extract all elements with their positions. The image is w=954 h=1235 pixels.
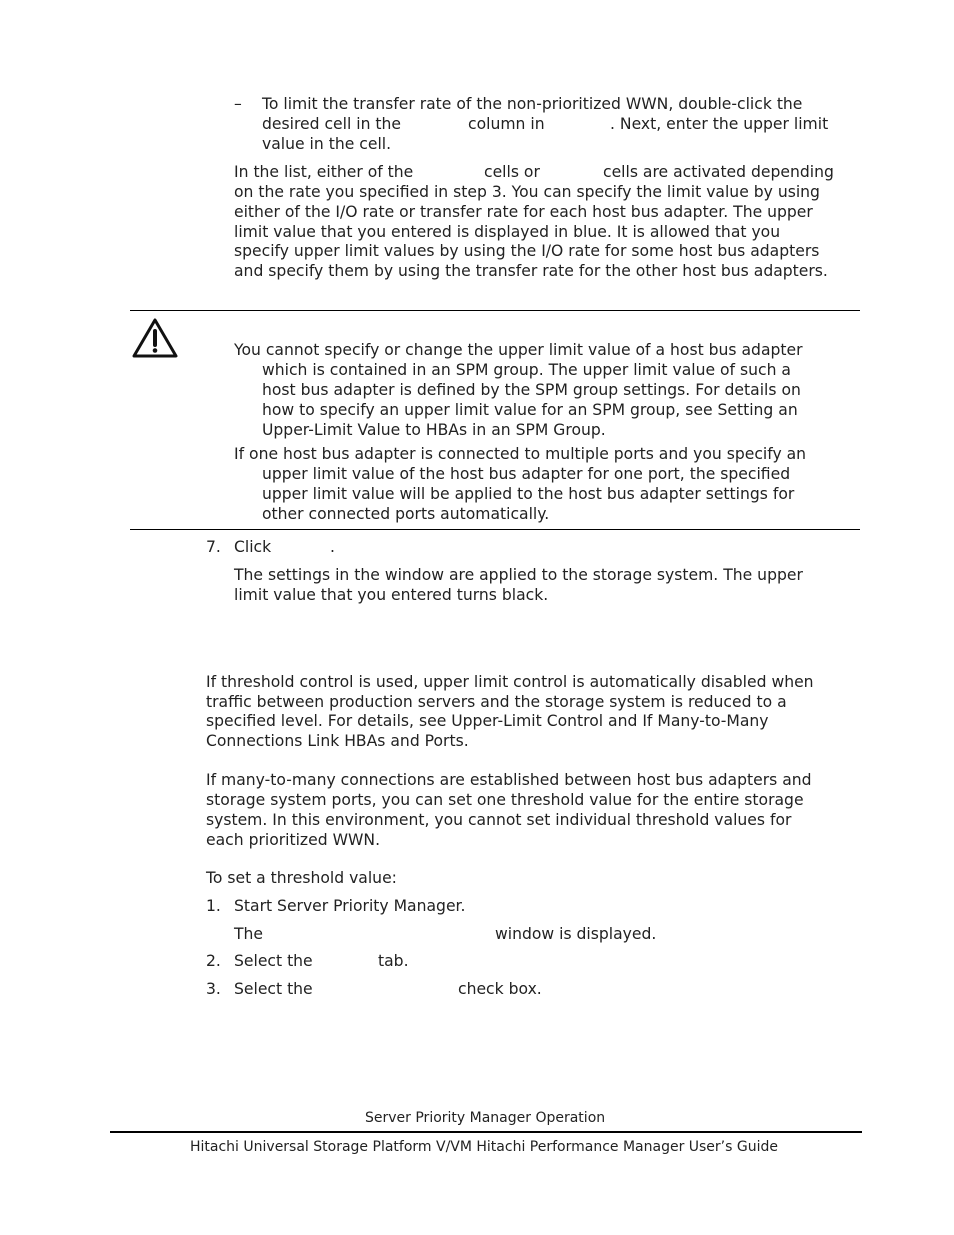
step-7-text-a: Click [234,538,272,556]
step-7-result-line-2: limit value that you entered turns black. [234,586,549,604]
bullet-text-line-2c: . Next, enter the upper limit [610,115,829,133]
caution-item-1-line-4: how to specify an upper limit value for an SPM group, see Setting an [262,401,798,419]
caution-item-1-line-1: You cannot specify or change the upper limit value of a host bus adapter [234,341,803,359]
procedure-intro: To set a threshold value: [206,869,397,887]
step-7-result-line-1: The settings in the window are applied to the storage system. The upper [234,566,803,584]
step-1-text: Start Server Priority Manager. [234,897,466,915]
caution-item-2-line-3: upper limit value will be applied to the host bus adapter settings for [262,485,795,503]
threshold-para-line-1: If threshold control is used, upper limit control is automatically disabled when [206,673,814,691]
list-para-line-4: limit value that you entered is displayed in blue. It is allowed that you [234,223,781,241]
threshold-para-line-4: Connections Link HBAs and Ports. [206,732,469,750]
list-para-line-1c: cells are activated depending [603,163,834,181]
step-3-text-b: check box. [458,980,542,998]
bullet-text-line-1: To limit the transfer rate of the non-prioritized WWN, double-click the [262,95,803,113]
list-para-line-2: on the rate you specified in step 3. You can specify the limit value by using [234,183,820,201]
step-1-number: 1. [206,897,221,915]
list-para-line-6: and specify them by using the transfer rate for the other host bus adapters. [234,262,828,280]
footer-rule [110,1131,862,1133]
step-2-text-a: Select the [234,952,313,970]
step-7-text-b: . [330,538,335,556]
caution-top-rule [130,310,860,311]
caution-item-2-line-1: If one host bus adapter is connected to multiple ports and you specify an [234,445,807,463]
bullet-text-line-2a: desired cell in the [262,115,402,133]
list-para-line-5: specify upper limit values by using the I/O rate for some host bus adapters [234,242,820,260]
many-para-line-3: system. In this environment, you cannot set individual threshold values for [206,811,792,829]
step-7-number: 7. [206,538,221,556]
caution-item-1-line-5: Upper-Limit Value to HBAs in an SPM Group. [262,421,606,439]
bullet-text-line-2b: column in [468,115,545,133]
threshold-para-line-3: specified level. For details, see Upper-Limit Control and If Many-to-Many [206,712,769,730]
caution-item-1-line-3: host bus adapter is defined by the SPM group settings. For details on [262,381,801,399]
many-para-line-1: If many-to-many connections are established between host bus adapters and [206,771,812,789]
step-3-number: 3. [206,980,221,998]
step-2-text-b: tab. [378,952,409,970]
caution-bottom-rule [130,529,860,530]
many-para-line-4: each prioritized WWN. [206,831,381,849]
warning-triangle-icon [132,317,180,359]
many-para-line-2: storage system ports, you can set one threshold value for the entire storage [206,791,804,809]
step-1-result-a: The [234,925,264,943]
list-para-line-1a: In the list, either of the [234,163,414,181]
caution-item-1-line-2: which is contained in an SPM group. The upper limit value of such a [262,361,791,379]
footer-section-title: Server Priority Manager Operation [365,1110,606,1126]
step-3-text-a: Select the [234,980,313,998]
list-para-line-1b: cells or [484,163,540,181]
caution-item-2-line-2: upper limit value of the host bus adapter for one port, the specified [262,465,791,483]
bullet-text-line-3: value in the cell. [262,135,392,153]
footer-guide-title: Hitachi Universal Storage Platform V/VM Hitachi Performance Manager User’s Guide [190,1139,778,1155]
caution-item-2-line-4: other connected ports automatically. [262,505,550,523]
bullet-dash: – [234,95,242,113]
step-1-result-b: window is displayed. [495,925,657,943]
threshold-para-line-2: traffic between production servers and the storage system is reduced to a [206,693,787,711]
step-2-number: 2. [206,952,221,970]
list-para-line-3: either of the I/O rate or transfer rate for each host bus adapter. The upper [234,203,813,221]
